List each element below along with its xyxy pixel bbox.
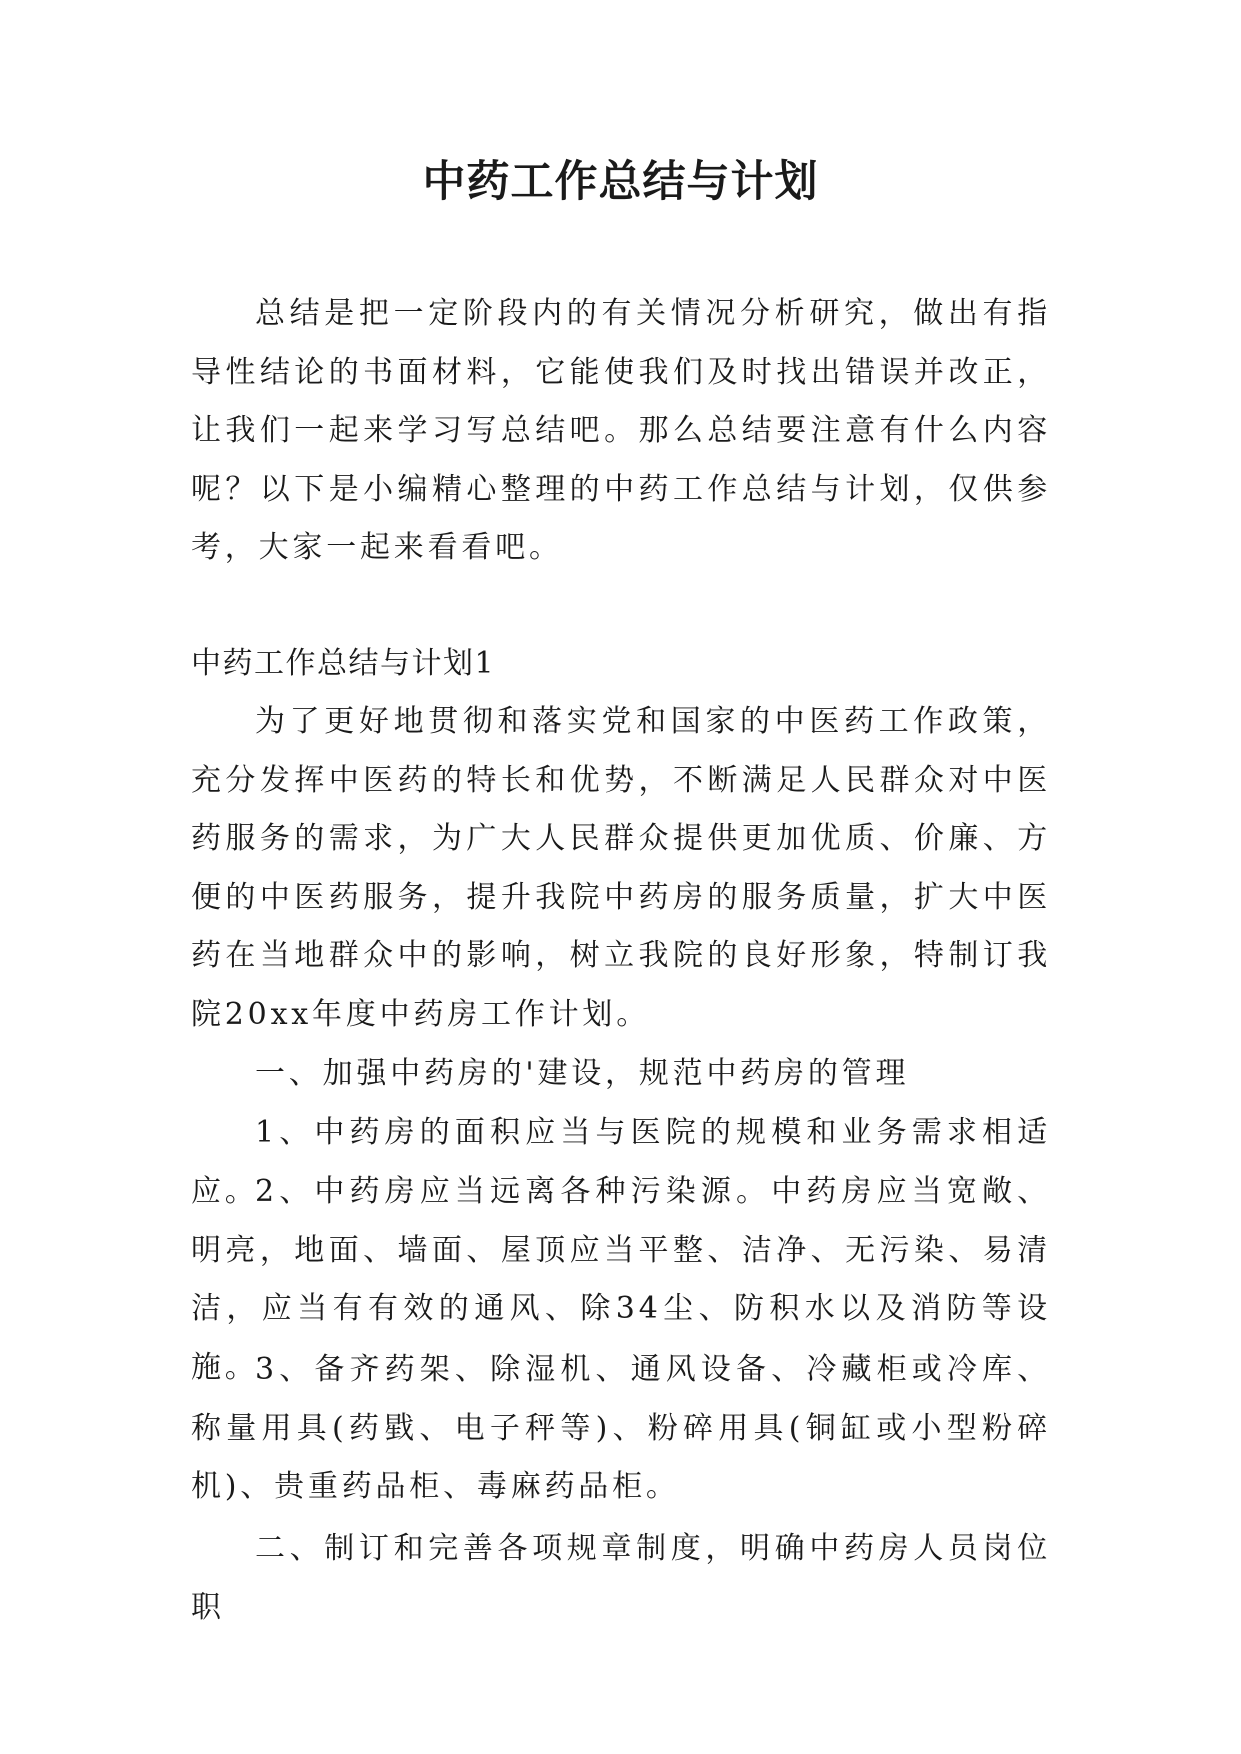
intro-paragraph: 总结是把一定阶段内的有关情况分析研究，做出有指导性结论的书面材料，它能使我们及时找出错误并改正，让我们一起来学习写总结吧。那么总结要注意有什么内容呢？以下是小编精心整理的中药工作总结与计划，仅供参考，大家一起来看看吧。 — [191, 296, 1051, 565]
body-paragraph: 为了更好地贯彻和落实党和国家的中医药工作政策，充分发挥中医药的特长和优势，不断满足人民群众对中医药服务的需求，为广大人民群众提供更加优质、价廉、方便的中医药服务，提升我院中药房的服务质量，扩大中医药在当地群众中的影响，树立我院的良好形象，特制订我院20xx年度中药房工作计划。 — [191, 704, 1051, 1032]
list-item-paragraph: 1、中药房的面积应当与医院的规模和业务需求相适应。 — [191, 1115, 1051, 1209]
list-item-paragraph: 2、中药房应当远离各种污染源。中药房应当宽敞、明亮，地面、墙面、屋顶应当平整、洁净、无污染、易清洁，应当有有效的通风、除34尘、防积水以及消防等设施。 — [191, 1174, 1051, 1385]
list-item-paragraph: 3、备齐药架、除湿机、通风设备、冷藏柜或冷库、称量用具(药戥、电子秤等)、粉碎用具(铜缸或小型粉碎机)、贵重药品柜、毒麻药品柜。 — [191, 1352, 1051, 1504]
subheading-paragraph: 二、制订和完善各项规章制度，明确中药房人员岗位职 — [191, 1531, 1051, 1625]
subheading-paragraph: 一、加强中药房的'建设，规范中药房的管理 — [255, 1056, 910, 1091]
page-title: 中药工作总结与计划 — [422, 157, 819, 207]
section-heading: 中药工作总结与计划1 — [191, 646, 496, 681]
